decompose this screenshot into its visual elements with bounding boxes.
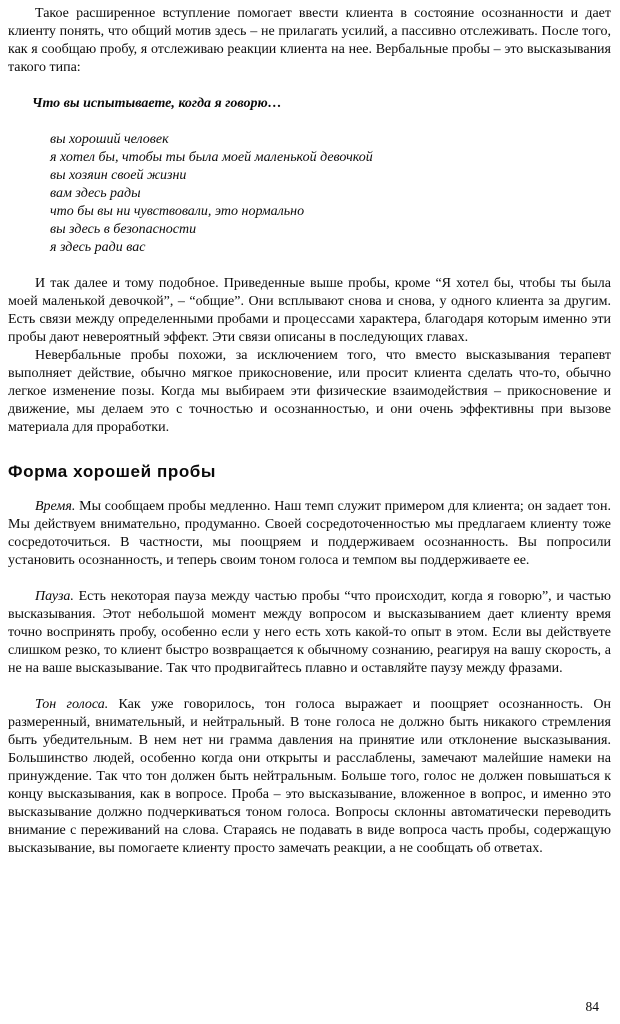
page-number: 84 (585, 999, 599, 1014)
probe-item: вы хороший человек (50, 132, 169, 147)
probe-list (50, 131, 611, 257)
paragraph-intro: Такое расширенное вступление помогает ввести клиента в состояние осознанности и дает клиенту понять, что общий мотив здесь – не прилагать усилий, а пассивно отслеживать. После того, как я сообщаю пробу, я отслеживаю реакции клиента на нее. Вербальные пробы – это высказывания такого типа: (8, 6, 611, 75)
probe-item: что бы вы ни чувствовали, это нормально (50, 204, 305, 219)
paragraph-spacer (8, 257, 611, 275)
paragraph-time (8, 498, 611, 570)
probe-item: вы хозяин своей жизни (50, 168, 187, 183)
probe-item: я хотел бы, чтобы ты была моей маленькой девочкой (50, 150, 373, 165)
probe-item: вы здесь в безопасности (50, 222, 197, 237)
paragraph-tone (8, 696, 611, 858)
probe-question-lead: Что вы испытываете, когда я говорю… (32, 96, 282, 111)
paragraph-time-text: Мы сообщаем пробы медленно. Наш темп служит примером для клиента; он задает тон. Мы действуем внимательно, продуманно. Своей сосредоточенностью мы предлагаем клиенту тоже сосредоточиться. В частности, мы поощряем и поддерживаем осознанность. Вы попросили установить осознанность, и теперь своим тоном голоса и темпом вы поддерживаете ее. (8, 499, 611, 568)
paragraph-pause-text: Есть некоторая пауза между частью пробы “что происходит, когда я говорю”, и частью высказывания. Этот небольшой момент между вопросом и высказыванием дает клиенту время точно воспринять пробу, особенно если у него есть хоть какой-то опыт в этом. Если вы действуете слишком резко, то клиент быстро возвращается к обычному сознанию, реагируя на вашу скорость, а не на ваше высказывание. Так что продвигайтесь плавно и оставляйте паузу между фразами. (8, 589, 611, 676)
paragraph-pause-lead: Пауза. (35, 589, 74, 604)
probe-item: я здесь ради вас (50, 240, 146, 255)
paragraph-tone-text: Как уже говорилось, тон голоса выражает и поощряет осознанность. Он размеренный, внимательный, и нейтральный. В тоне голоса не должно быть никакого стремления быть убедительным. В нем нет ни грамма давления на принятие или отклонение высказывания. Большинство людей, особенно когда они открыты и расслаблены, замечают малейшие намеки на принуждение. Так что тон должен быть нейтральным. Больше того, голос не должен повышаться к концу высказывания, как в вопросе. Проба – это высказывание, вложенное в вопрос, и именно это высказывание должно подчеркиваться тоном голоса. Вопросы склонны автоматически переводить внимание с переживаний на слова. Стараясь не подавать в виде вопроса часть пробы, содержащую высказывание, вы помогаете клиенту просто замечать реакции, а не сообщать об ответах. (8, 697, 612, 856)
paragraph-spacer (8, 678, 611, 696)
paragraph-spacer (8, 77, 611, 95)
paragraph-spacer (8, 570, 611, 588)
paragraph-nonverbal-probes: Невербальные пробы похожи, за исключением того, что вместо высказывания терапевт выполняет действие, обычно мягкое прикосновение, или просит клиента сделать что-то, обычно легкое изменение позы. Когда мы выбираем эти физические взаимодействия – прикосновение и движение, мы делаем это с точностью и осознанностью, и они очень эффективны при вызове материала для проработки. (8, 348, 611, 435)
paragraph-pause (8, 588, 611, 678)
probe-item: вам здесь рады (50, 186, 141, 201)
paragraph-time-lead: Время. (35, 499, 76, 514)
section-heading: Форма хорошей пробы (8, 462, 217, 481)
paragraph-spacer (8, 113, 611, 131)
paragraph-tone-lead: Тон голоса. (35, 697, 109, 712)
paragraph-general-probes: И так далее и тому подобное. Приведенные выше пробы, кроме “Я хотел бы, чтобы ты была моей маленькой девочкой”, – “общие”. Они всплывают снова и снова, у одного клиента за другим. Есть связи между определенными пробами и процессами характера, благодаря которым именно эти пробы дают невероятный эффект. Эти связи описаны в последующих главах. (8, 276, 611, 345)
